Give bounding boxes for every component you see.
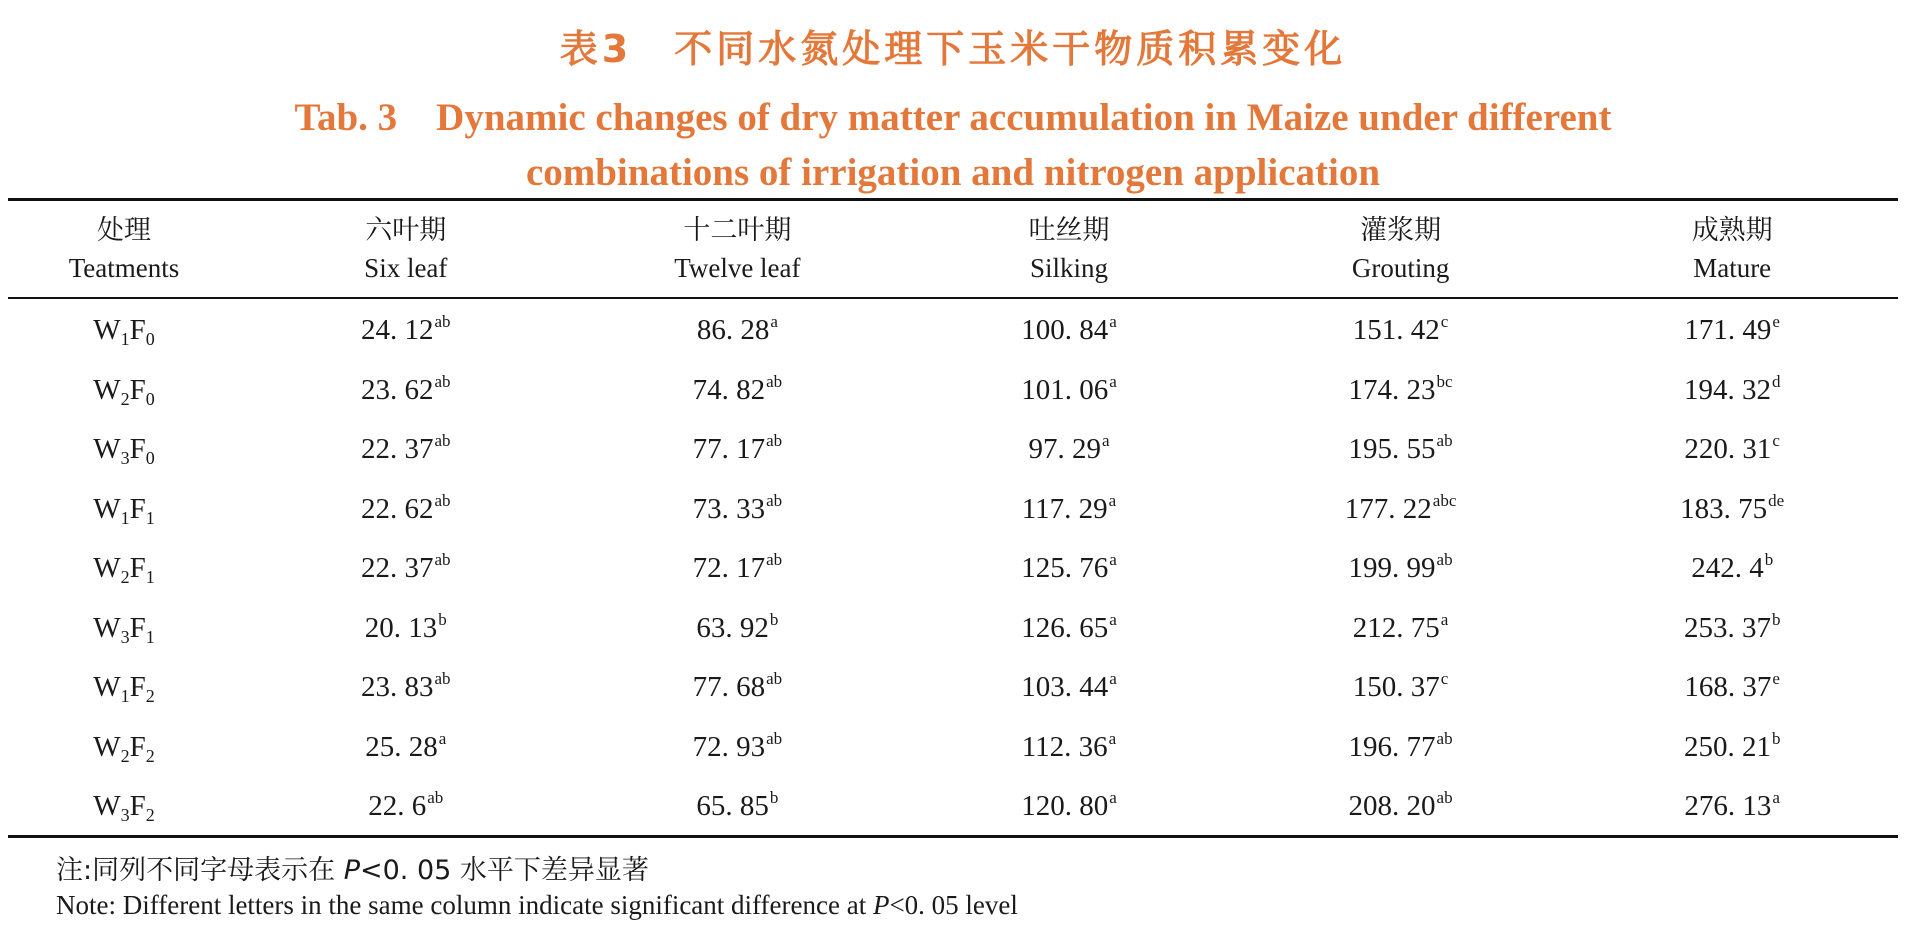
treatment-w: W bbox=[93, 373, 121, 406]
treatment-cell bbox=[8, 539, 240, 599]
table-row bbox=[8, 297, 1898, 361]
significance-letter: b bbox=[438, 609, 447, 629]
value-cell bbox=[1566, 361, 1898, 421]
treatment-w-index: 2 bbox=[120, 745, 130, 766]
value-cell bbox=[1235, 539, 1567, 599]
significance-letter: abc bbox=[1432, 490, 1457, 510]
note-english bbox=[56, 890, 1018, 921]
value-cell bbox=[1235, 361, 1567, 421]
treatment-cell bbox=[8, 718, 240, 778]
value: 22. 6 bbox=[368, 790, 427, 823]
note-chinese bbox=[56, 848, 649, 887]
value-cell bbox=[903, 777, 1235, 837]
significance-letter: ab bbox=[1436, 550, 1453, 570]
value: 177. 22 bbox=[1344, 492, 1432, 525]
significance-letter: e bbox=[1772, 669, 1780, 689]
value: 72. 17 bbox=[692, 552, 766, 585]
value-cell bbox=[1566, 297, 1898, 361]
treatment-f: F bbox=[129, 790, 146, 823]
header-six-leaf bbox=[240, 201, 572, 297]
header-grouting bbox=[1235, 201, 1567, 297]
significance-letter: a bbox=[1109, 550, 1117, 570]
note-en-suffix: <0. 05 level bbox=[889, 890, 1018, 920]
value: 208. 20 bbox=[1348, 790, 1436, 823]
value: 125. 76 bbox=[1021, 552, 1109, 585]
significance-letter: ab bbox=[434, 431, 451, 451]
header-cn: 吐丝期 bbox=[1028, 215, 1110, 246]
treatment-w: W bbox=[93, 790, 121, 823]
value: 174. 23 bbox=[1348, 373, 1436, 406]
treatment-w: W bbox=[93, 314, 121, 347]
value: 171. 49 bbox=[1684, 314, 1772, 347]
value: 183. 75 bbox=[1680, 492, 1768, 525]
treatment-f-index: 2 bbox=[145, 745, 155, 766]
value: 97. 29 bbox=[1028, 433, 1101, 466]
value: 212. 75 bbox=[1352, 611, 1440, 644]
significance-letter: a bbox=[1109, 312, 1117, 332]
significance-letter: b bbox=[1764, 550, 1774, 570]
significance-letter: ab bbox=[434, 550, 451, 570]
table-body bbox=[8, 297, 1898, 837]
value: 100. 84 bbox=[1021, 314, 1109, 347]
header-en: Twelve leaf bbox=[674, 253, 801, 283]
treatment-f: F bbox=[129, 671, 146, 704]
treatment-w-index: 1 bbox=[120, 686, 130, 707]
value: 77. 68 bbox=[692, 671, 766, 704]
value: 151. 42 bbox=[1352, 314, 1440, 347]
value-cell bbox=[903, 420, 1235, 480]
value-cell bbox=[572, 297, 904, 361]
table-row bbox=[8, 658, 1898, 718]
significance-letter: ab bbox=[434, 669, 451, 689]
significance-letter: de bbox=[1768, 490, 1785, 510]
significance-letter: ab bbox=[766, 371, 783, 391]
value-cell bbox=[572, 539, 904, 599]
caption-english-line-2: combinations of irrigation and nitrogen application bbox=[525, 151, 1381, 194]
value: 72. 93 bbox=[692, 730, 766, 763]
significance-letter: ab bbox=[766, 669, 783, 689]
value-cell bbox=[903, 599, 1235, 659]
treatment-f: F bbox=[129, 314, 146, 347]
value-cell bbox=[240, 420, 572, 480]
value: 22. 37 bbox=[361, 433, 434, 466]
treatment-cell bbox=[8, 420, 240, 480]
treatment-w-index: 3 bbox=[120, 626, 130, 647]
value: 74. 82 bbox=[692, 373, 766, 406]
value: 77. 17 bbox=[692, 433, 766, 466]
value-cell bbox=[903, 658, 1235, 718]
significance-letter: a bbox=[1101, 431, 1110, 451]
significance-letter: a bbox=[1108, 728, 1117, 748]
treatment-f-index: 0 bbox=[145, 448, 155, 469]
significance-letter: ab bbox=[434, 312, 451, 332]
value-cell bbox=[240, 539, 572, 599]
value-cell bbox=[572, 361, 904, 421]
table-row bbox=[8, 420, 1898, 480]
value-cell bbox=[903, 539, 1235, 599]
significance-letter: a bbox=[1772, 788, 1780, 808]
value-cell bbox=[1566, 777, 1898, 837]
treatment-cell bbox=[8, 361, 240, 421]
treatment-f: F bbox=[129, 373, 146, 406]
header-cn: 处理 bbox=[97, 215, 151, 246]
note-cn-prefix: 注:同列不同字母表示在 bbox=[56, 855, 344, 886]
treatment-w: W bbox=[93, 433, 121, 466]
significance-letter: ab bbox=[427, 788, 444, 808]
table-row bbox=[8, 480, 1898, 540]
table-row bbox=[8, 599, 1898, 659]
value-cell bbox=[1235, 420, 1567, 480]
value-cell bbox=[1235, 718, 1567, 778]
significance-letter: d bbox=[1771, 371, 1781, 391]
significance-letter: ab bbox=[434, 490, 451, 510]
value-cell bbox=[240, 599, 572, 659]
treatment-w-index: 2 bbox=[120, 567, 130, 588]
treatment-w: W bbox=[93, 611, 121, 644]
significance-letter: a bbox=[1440, 609, 1449, 629]
value-cell bbox=[1566, 599, 1898, 659]
value-cell bbox=[240, 480, 572, 540]
value: 120. 80 bbox=[1021, 790, 1109, 823]
value: 24. 12 bbox=[361, 314, 434, 347]
significance-letter: e bbox=[1772, 312, 1780, 332]
table-row bbox=[8, 361, 1898, 421]
value: 199. 99 bbox=[1348, 552, 1436, 585]
caption-english-line-1: Tab. 3 Dynamic changes of dry matter accumulation in Maize under different bbox=[294, 96, 1612, 139]
treatment-f: F bbox=[129, 492, 146, 525]
significance-letter: c bbox=[1772, 431, 1780, 451]
value: 117. 29 bbox=[1021, 492, 1108, 525]
treatment-w: W bbox=[93, 552, 121, 585]
table-row bbox=[8, 777, 1898, 837]
significance-letter: c bbox=[1440, 669, 1449, 689]
treatment-f: F bbox=[129, 433, 146, 466]
value-cell bbox=[1566, 480, 1898, 540]
treatment-cell bbox=[8, 297, 240, 361]
value-cell bbox=[240, 777, 572, 837]
significance-letter: b bbox=[769, 788, 779, 808]
value: 150. 37 bbox=[1352, 671, 1440, 704]
note-cn-suffix: <0. 05 水平下差异显著 bbox=[359, 855, 649, 886]
value-cell bbox=[240, 658, 572, 718]
treatment-f-index: 0 bbox=[145, 329, 155, 350]
value: 276. 13 bbox=[1684, 790, 1772, 823]
table-header bbox=[8, 201, 1898, 297]
significance-letter: a bbox=[1109, 609, 1117, 629]
treatment-f-index: 2 bbox=[145, 686, 155, 707]
treatment-cell bbox=[8, 777, 240, 837]
significance-letter: b bbox=[1771, 609, 1781, 629]
treatment-cell bbox=[8, 599, 240, 659]
header-silking bbox=[903, 201, 1235, 297]
header-row bbox=[8, 201, 1898, 297]
header-mature bbox=[1566, 201, 1898, 297]
value: 103. 44 bbox=[1021, 671, 1109, 704]
value: 65. 85 bbox=[696, 790, 769, 823]
value: 23. 83 bbox=[361, 671, 434, 704]
significance-letter: ab bbox=[434, 371, 451, 391]
header-cn: 成熟期 bbox=[1691, 215, 1773, 246]
significance-letter: a bbox=[1109, 788, 1117, 808]
value-cell bbox=[572, 480, 904, 540]
dry-matter-table bbox=[8, 201, 1898, 837]
header-en: Six leaf bbox=[364, 253, 448, 283]
value: 22. 62 bbox=[361, 492, 434, 525]
value-cell bbox=[1235, 480, 1567, 540]
value-cell bbox=[240, 297, 572, 361]
value-cell bbox=[903, 718, 1235, 778]
value-cell bbox=[1566, 718, 1898, 778]
value-cell bbox=[1566, 539, 1898, 599]
treatment-f-index: 1 bbox=[145, 567, 155, 588]
value: 194. 32 bbox=[1683, 373, 1771, 406]
significance-letter: a bbox=[438, 728, 447, 748]
significance-letter: ab bbox=[766, 431, 783, 451]
treatment-w: W bbox=[93, 671, 121, 704]
header-en: Grouting bbox=[1351, 253, 1450, 283]
treatment-w-index: 1 bbox=[120, 329, 130, 350]
value-cell bbox=[240, 361, 572, 421]
value-cell bbox=[903, 297, 1235, 361]
value-cell bbox=[572, 718, 904, 778]
value-cell bbox=[903, 480, 1235, 540]
treatment-f: F bbox=[129, 730, 146, 763]
value: 253. 37 bbox=[1683, 611, 1771, 644]
significance-letter: ab bbox=[1436, 788, 1453, 808]
value: 63. 92 bbox=[696, 611, 769, 644]
table-row bbox=[8, 539, 1898, 599]
treatment-f: F bbox=[129, 552, 146, 585]
treatment-f: F bbox=[129, 611, 146, 644]
treatment-w-index: 3 bbox=[120, 805, 130, 826]
value: 220. 31 bbox=[1684, 433, 1772, 466]
header-en: Mature bbox=[1693, 253, 1772, 283]
note-en-p: P bbox=[872, 890, 890, 920]
value: 195. 55 bbox=[1348, 433, 1436, 466]
treatment-f-index: 1 bbox=[145, 626, 155, 647]
value: 242. 4 bbox=[1691, 552, 1764, 585]
value-cell bbox=[572, 420, 904, 480]
value: 168. 37 bbox=[1684, 671, 1772, 704]
table-row bbox=[8, 718, 1898, 778]
value: 25. 28 bbox=[365, 730, 438, 763]
significance-letter: ab bbox=[766, 550, 783, 570]
header-cn: 六叶期 bbox=[365, 215, 447, 246]
value-cell bbox=[1235, 599, 1567, 659]
treatment-f-index: 2 bbox=[145, 805, 155, 826]
header-en: Teatments bbox=[68, 253, 180, 283]
treatment-w-index: 3 bbox=[120, 448, 130, 469]
value: 112. 36 bbox=[1021, 730, 1108, 763]
significance-letter: ab bbox=[1436, 728, 1453, 748]
treatment-w: W bbox=[93, 730, 121, 763]
value: 250. 21 bbox=[1683, 730, 1771, 763]
significance-letter: ab bbox=[766, 728, 783, 748]
significance-letter: ab bbox=[1436, 431, 1453, 451]
value-cell bbox=[1235, 777, 1567, 837]
value: 86. 28 bbox=[696, 314, 770, 347]
value-cell bbox=[1235, 658, 1567, 718]
caption-chinese: 表3 不同水氮处理下玉米干物质积累变化 bbox=[559, 27, 1347, 71]
significance-letter: a bbox=[1109, 669, 1117, 689]
significance-letter: ab bbox=[766, 490, 783, 510]
treatment-w-index: 2 bbox=[120, 388, 130, 409]
significance-letter: b bbox=[769, 609, 779, 629]
significance-letter: c bbox=[1440, 312, 1449, 332]
value-cell bbox=[240, 718, 572, 778]
header-treatment bbox=[8, 201, 240, 297]
significance-letter: bc bbox=[1436, 371, 1453, 391]
value-cell bbox=[572, 777, 904, 837]
value-cell bbox=[1235, 297, 1567, 361]
value-cell bbox=[1566, 658, 1898, 718]
header-en: Silking bbox=[1029, 253, 1108, 283]
value: 23. 62 bbox=[361, 373, 434, 406]
value: 196. 77 bbox=[1348, 730, 1436, 763]
value: 101. 06 bbox=[1021, 373, 1109, 406]
treatment-w-index: 1 bbox=[120, 507, 130, 528]
treatment-f-index: 1 bbox=[145, 507, 155, 528]
header-twelve-leaf bbox=[572, 201, 904, 297]
value: 73. 33 bbox=[692, 492, 766, 525]
significance-letter: a bbox=[1109, 371, 1117, 391]
value: 22. 37 bbox=[361, 552, 434, 585]
treatment-w: W bbox=[93, 492, 121, 525]
value-cell bbox=[903, 361, 1235, 421]
treatment-f-index: 0 bbox=[145, 388, 155, 409]
value: 20. 13 bbox=[364, 611, 438, 644]
significance-letter: b bbox=[1771, 728, 1781, 748]
treatment-cell bbox=[8, 658, 240, 718]
note-cn-p: P bbox=[343, 855, 360, 886]
value: 126. 65 bbox=[1021, 611, 1109, 644]
header-cn: 灌浆期 bbox=[1360, 215, 1442, 246]
significance-letter: a bbox=[1108, 490, 1117, 510]
value-cell bbox=[572, 658, 904, 718]
note-en-prefix: Note: Different letters in the same column indicate significant difference at bbox=[56, 890, 873, 920]
value-cell bbox=[572, 599, 904, 659]
header-cn: 十二叶期 bbox=[683, 215, 792, 246]
treatment-cell bbox=[8, 480, 240, 540]
value-cell bbox=[1566, 420, 1898, 480]
significance-letter: a bbox=[770, 312, 778, 332]
